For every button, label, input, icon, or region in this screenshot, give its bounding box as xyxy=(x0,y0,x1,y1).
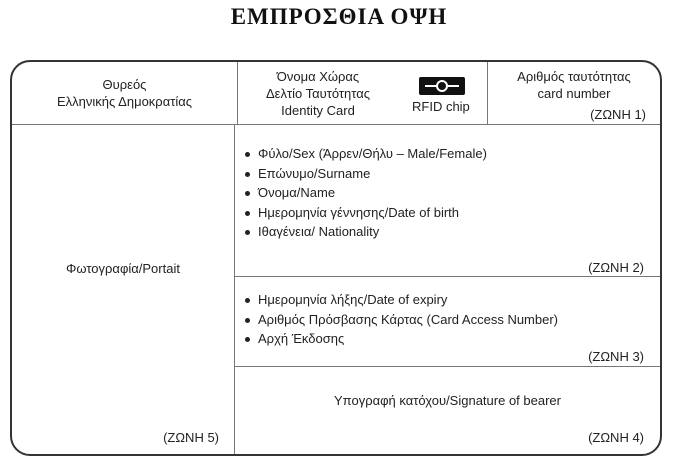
diagram-title: ΕΜΠΡΟΣΘΙΑ ΟΨΗ xyxy=(230,4,448,29)
zone4-label: (ΖΩΝΗ 4) xyxy=(588,430,644,445)
emblem-line-2: Ελληνικής Δημοκρατίας xyxy=(56,94,193,109)
zone3-label: (ΖΩΝΗ 3) xyxy=(588,349,644,364)
zone2-item-surname: Επώνυμο/Surname xyxy=(244,164,644,184)
country-name-cell xyxy=(238,68,398,119)
zone3-field-list xyxy=(244,290,644,349)
zone2-label: (ΖΩΝΗ 2) xyxy=(588,260,644,275)
header-bottom-line xyxy=(12,124,660,125)
country-line-1: Όνομα Χώρας xyxy=(276,69,360,84)
zone2-item-nationality: Ιθαγένεια/ Nationality xyxy=(244,222,644,242)
emblem-line-1: Θυρεός xyxy=(102,77,147,92)
zone2-item-date-of-birth: Ημερομηνία γέννησης/Date of birth xyxy=(244,203,644,223)
card-number-cell xyxy=(488,68,660,102)
country-line-3: Identity Card xyxy=(281,103,355,118)
country-line-2: Δελτίο Ταυτότητας xyxy=(265,86,371,101)
signature-label: Υπογραφή κατόχου/Signature of bearer xyxy=(334,393,561,408)
emblem-cell xyxy=(12,76,237,110)
card-number-line-2: card number xyxy=(537,86,611,101)
zone2-field-list xyxy=(244,144,644,242)
id-card-front-layout xyxy=(10,60,662,456)
zone3-item-date-of-expiry: Ημερομηνία λήξης/Date of expiry xyxy=(244,290,644,310)
zone5-label: (ΖΩΝΗ 5) xyxy=(163,430,219,445)
zone2-bottom-line xyxy=(234,276,660,277)
zone2-item-sex: Φύλο/Sex (Άρρεν/Θήλυ – Male/Female) xyxy=(244,144,644,164)
rfid-label: RFID chip xyxy=(412,99,470,114)
rfid-chip-icon xyxy=(419,77,465,95)
zone2-item-name: Όνομα/Name xyxy=(244,183,644,203)
card-number-line-1: Αριθμός ταυτότητας xyxy=(517,69,631,84)
zone3-item-card-access-number: Αριθμός Πρόσβασης Κάρτας (Card Access Number) xyxy=(244,310,644,330)
zone3-bottom-line xyxy=(234,366,660,367)
zone3-item-issuing-authority: Αρχή Έκδοσης xyxy=(244,329,644,349)
zone1-label: (ΖΩΝΗ 1) xyxy=(590,107,646,122)
portrait-label: Φωτογραφία/Portait xyxy=(66,261,180,276)
